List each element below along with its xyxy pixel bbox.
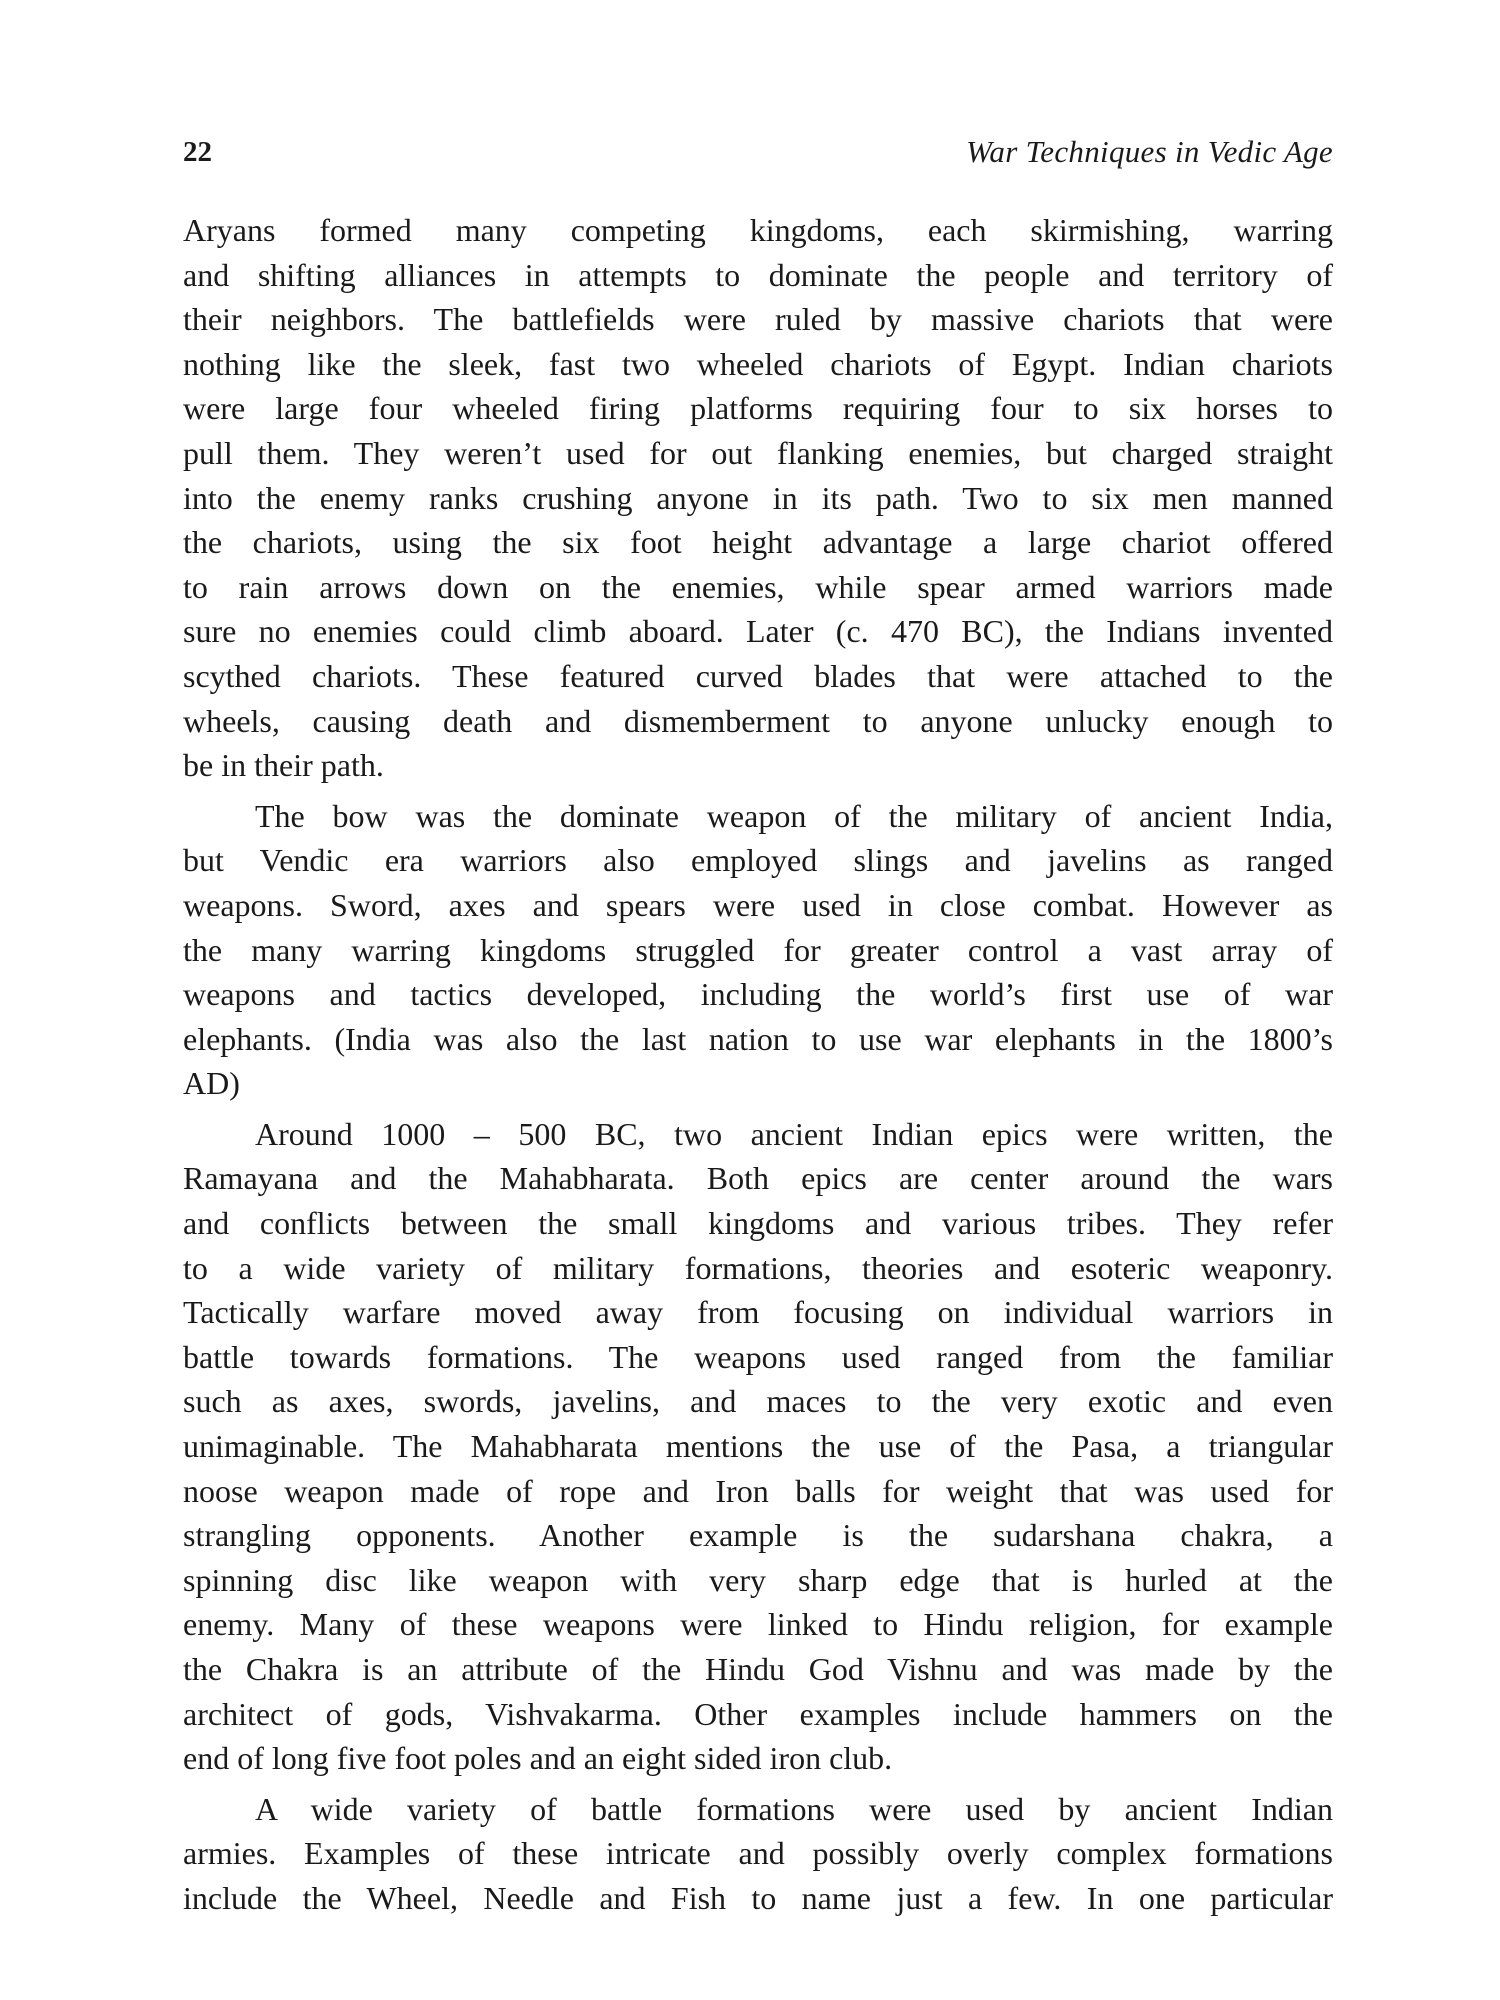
text-line: enemy. Many of these weapons were linked to Hindu religion, for example (183, 1606, 1333, 1643)
text-line: include the Wheel, Needle and Fish to name just a few. In one particular (183, 1879, 1333, 1916)
text-line: wheels, causing death and dismemberment to anyone unlucky enough to (183, 702, 1333, 739)
text-line: architect of gods, Vishvakarma. Other examples include hammers on the (183, 1695, 1333, 1732)
text-line: nothing like the sleek, fast two wheeled chariots of Egypt. Indian chariots (183, 345, 1333, 382)
text-line: and conflicts between the small kingdoms and various tribes. They refer (183, 1205, 1333, 1242)
text-line: The bow was the dominate weapon of the military of ancient India, (255, 797, 1333, 834)
text-line: Around 1000 – 500 BC, two ancient Indian epics were written, the (255, 1115, 1333, 1152)
text-line: weapons. Sword, axes and spears were used in close combat. However as (183, 886, 1333, 923)
text-line: to a wide variety of military formations, theories and esoteric weaponry. (183, 1249, 1333, 1286)
text-line: unimaginable. The Mahabharata mentions the use of the Pasa, a triangular (183, 1428, 1333, 1465)
text-line: scythed chariots. These featured curved blades that were attached to the (183, 657, 1333, 694)
text-line: to rain arrows down on the enemies, while spear armed warriors made (183, 568, 1333, 605)
paragraph-2 (183, 794, 1333, 1106)
text-line: the Chakra is an attribute of the Hindu God Vishnu and was made by the (183, 1651, 1333, 1687)
text-line: pull them. They weren’t used for out flanking enemies, but charged straight (183, 434, 1333, 471)
text-line: battle towards formations. The weapons used ranged from the familiar (183, 1338, 1333, 1375)
text-line: noose weapon made of rope and Iron balls for weight that was used for (183, 1472, 1333, 1509)
text-line: Tactically warfare moved away from focusing on individual warriors in (183, 1294, 1333, 1331)
text-line: Ramayana and the Mahabharata. Both epics are center around the wars (183, 1160, 1333, 1197)
text-line: elephants. (India was also the last nation to use war elephants in the 1800’s (183, 1020, 1333, 1057)
text-line: and shifting alliances in attempts to dominate the people and territory of (183, 256, 1333, 293)
text-line: A wide variety of battle formations were used by ancient Indian (255, 1790, 1333, 1827)
paragraph-4 (183, 1787, 1333, 1921)
paragraph-3 (183, 1112, 1333, 1781)
text-line: into the enemy ranks crushing anyone in its path. Two to six men manned (183, 479, 1333, 516)
text-line: weapons and tactics developed, including the world’s first use of war (183, 976, 1333, 1013)
text-line: armies. Examples of these intricate and possibly overly complex formations (183, 1835, 1333, 1872)
text-line: be in their path. (183, 747, 384, 784)
text-line: but Vendic era warriors also employed slings and javelins as ranged (183, 842, 1333, 879)
text-line: strangling opponents. Another example is the sudarshana chakra, a (183, 1517, 1333, 1554)
text-line: Aryans formed many competing kingdoms, each skirmishing, warring (183, 212, 1333, 248)
text-line: were large four wheeled firing platforms requiring four to six horses to (183, 390, 1333, 427)
paragraph-1 (183, 208, 1333, 788)
text-line: AD) (183, 1065, 240, 1102)
running-head (183, 132, 1333, 172)
book-title: War Techniques in Vedic Age (966, 134, 1333, 169)
text-line: spinning disc like weapon with very sharp edge that is hurled at the (183, 1561, 1333, 1598)
text-line: sure no enemies could climb aboard. Later (c. 470 BC), the Indians invented (183, 613, 1333, 650)
page-number: 22 (183, 136, 212, 168)
text-line: their neighbors. The battlefields were ruled by massive chariots that were (183, 301, 1333, 338)
body-text (183, 208, 1333, 1921)
text-line: the chariots, using the six foot height advantage a large chariot offered (183, 524, 1333, 561)
text-line: such as axes, swords, javelins, and maces to the very exotic and even (183, 1383, 1333, 1420)
text-line: the many warring kingdoms struggled for greater control a vast array of (183, 931, 1333, 968)
text-line: end of long five foot poles and an eight sided iron club. (183, 1740, 893, 1777)
